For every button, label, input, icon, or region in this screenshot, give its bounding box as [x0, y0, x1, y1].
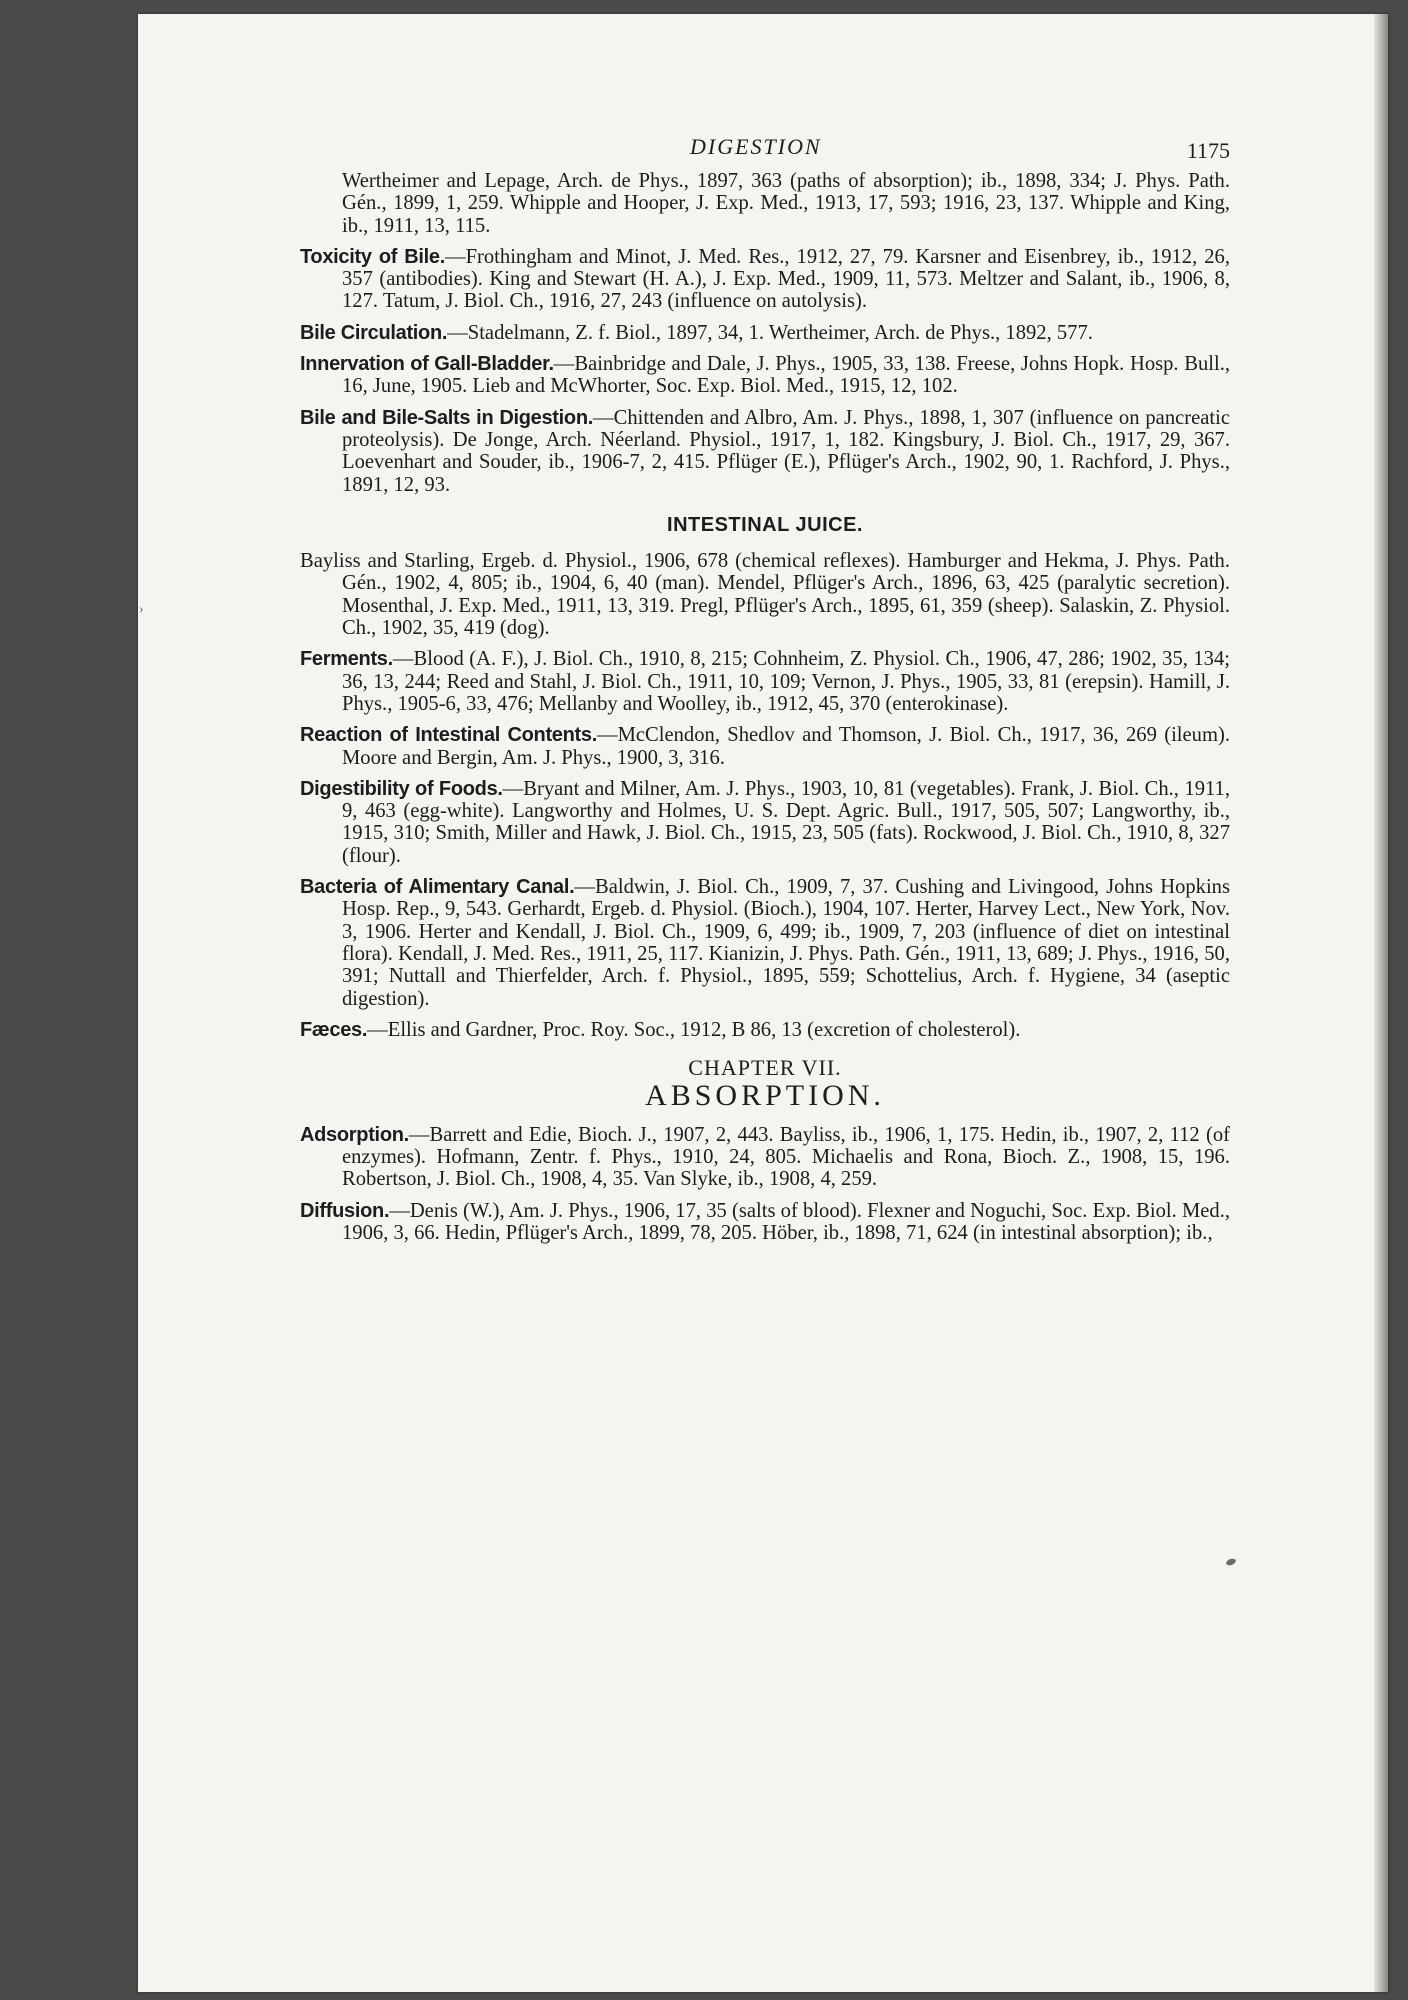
page-number: 1175 [1186, 138, 1230, 163]
entry-text: —Bainbridge and Dale, J. Phys., 1905, 33, 138. Freese, Johns Hopk. Hosp. Bull., 16, June, 1905. Lieb and McWhorter, Soc. Exp. Biol. Med., 1915, 12, 102. [342, 353, 1230, 398]
entry-heading: Bile Circulation. [300, 321, 448, 344]
entry-heading: Ferments. [300, 648, 393, 671]
entry-text: —Stadelmann, Z. f. Biol., 1897, 34, 1. Wertheimer, Arch. de Phys., 1892, 577. [447, 321, 1093, 344]
running-header [300, 136, 1230, 170]
margin-mark: › [139, 602, 144, 617]
entry-heading: Bacteria of Alimentary Canal. [300, 876, 575, 899]
entry-text: —Barrett and Edie, Bioch. J., 1907, 2, 443. Bayliss, ib., 1906, 1, 175. Hedin, ib., 1907, 2, 112 (of enzymes). Hofmann, Zentr. f. Phys., 1910, 24, 805. Michaelis and Rona, Bioch. Z., 1908, 15, 196. Robertson, J. Biol. Ch., 1908, 4, 35. Van Slyke, ib., 1908, 4, 259. [342, 1123, 1230, 1191]
reference-entry [300, 407, 1230, 496]
entry-heading: Toxicity of Bile. [300, 245, 445, 268]
entry-text: Bayliss and Starling, Ergeb. d. Physiol., 1906, 678 (chemical reflexes). Hamburger and Hekma, J. Phys. Path. Gén., 1902, 4, 805; ib., 1904, 6, 40 (man). Mendel, Pflüger's Arch., 1896, 63, 425 (paralytic secretion). Mosenthal, J. Exp. Med., 1911, 13, 319. Pregl, Pflüger's Arch., 1895, 61, 359 (sheep). Salaskin, Z. Physiol. Ch., 1902, 35, 419 (dog). [300, 550, 1230, 640]
entry-heading: Digestibility of Foods. [300, 777, 503, 800]
entry-text: —Denis (W.), Am. J. Phys., 1906, 17, 35 (salts of blood). Flexner and Noguchi, Soc. Exp. Biol. Med., 1906, 3, 66. Hedin, Pflüger's Arch., 1899, 78, 205. Höber, ib., 1898, 71, 624 (in intestinal absorption); ib., [342, 1199, 1230, 1244]
reference-entry [300, 322, 1230, 344]
entry-heading: Adsorption. [300, 1123, 409, 1146]
reference-entry [300, 778, 1230, 867]
reference-entry [300, 353, 1230, 398]
section-heading: INTESTINAL JUICE. [667, 513, 863, 536]
entry-text: Wertheimer and Lepage, Arch. de Phys., 1897, 363 (paths of absorption); ib., 1898, 334; J. Phys. Path. Gén., 1899, 1, 259. Whipple and Hooper, J. Exp. Med., 1913, 17, 593; 1916, 23, 137. Whipple and King, ib., 1911, 13, 115. [342, 170, 1230, 237]
reference-entry [300, 1019, 1230, 1041]
entry-heading: Bile and Bile-Salts in Digestion. [300, 406, 593, 429]
reference-entry [300, 246, 1230, 313]
entry-text: —Blood (A. F.), J. Biol. Ch., 1910, 8, 215; Cohnheim, Z. Physiol. Ch., 1906, 47, 286; 1902, 35, 134; 36, 13, 244; Reed and Stahl, J. Biol. Ch., 1911, 10, 109; Vernon, J. Phys., 1905, 33, 81 (erepsin). Hamill, J. Phys., 1905-6, 33, 476; Mellanby and Woolley, ib., 1912, 45, 370 (enterokinase). [342, 648, 1230, 715]
reference-entry [300, 724, 1230, 769]
entry-heading: Reaction of Intestinal Contents. [300, 724, 597, 747]
entry-text: —Bryant and Milner, Am. J. Phys., 1903, 10, 81 (vegetables). Frank, J. Biol. Ch., 1911, 9, 463 (egg-white). Langworthy and Holmes, U. S. Dept. Agric. Bull., 1917, 505, 507; Langworthy, ib., 1915, 310; Smith, Miller and Hawk, J. Biol. Ch., 1915, 23, 505 (fats). Rockwood, J. Biol. Ch., 1910, 8, 327 (flour). [342, 777, 1230, 867]
entry-heading: Fæces. [300, 1018, 368, 1041]
reference-entry [300, 170, 1230, 237]
entry-text: —Frothingham and Minot, J. Med. Res., 1912, 27, 79. Karsner and Eisenbrey, ib., 1912, 26, 357 (antibodies). King and Stewart (H. A.), J. Exp. Med., 1909, 11, 573. Meltzer and Salant, ib., 1906, 8, 127. Tatum, J. Biol. Ch., 1916, 27, 243 (influence on autolysis). [342, 245, 1230, 313]
chapter-number: CHAPTER VII. [688, 1055, 842, 1081]
reference-entry [300, 1124, 1230, 1191]
entry-text: —McClendon, Shedlov and Thomson, J. Biol. Ch., 1917, 36, 269 (ileum). Moore and Bergin, Am. J. Phys., 1900, 3, 316. [342, 724, 1230, 769]
entry-heading: Diffusion. [300, 1199, 390, 1222]
chapter-title: ABSORPTION. [645, 1079, 885, 1113]
page-edge [1374, 14, 1388, 1992]
reference-entry [300, 1200, 1230, 1245]
entry-heading: Innervation of Gall-Bladder. [300, 353, 554, 376]
reference-entry [300, 648, 1230, 715]
entry-text: —Chittenden and Albro, Am. J. Phys., 1898, 1, 307 (influence on pancreatic proteolysis). De Jonge, Arch. Néerland. Physiol., 1917, 1, 182. Kingsbury, J. Biol. Ch., 1917, 29, 367. Loevenhart and Souder, ib., 1906-7, 2, 415. Pflüger (E.), Pflüger's Arch., 1902, 90, 1. Rachford, J. Phys., 1891, 12, 93. [342, 406, 1230, 496]
entry-text: —Ellis and Gardner, Proc. Roy. Soc., 1912, B 86, 13 (excretion of cholesterol). [367, 1018, 1021, 1041]
reference-entry [300, 550, 1230, 639]
running-title: DIGESTION [690, 134, 822, 159]
page-content [300, 136, 1230, 1253]
entry-text: —Baldwin, J. Biol. Ch., 1909, 7, 37. Cushing and Livingood, Johns Hopkins Hosp. Rep., 9, 543. Gerhardt, Ergeb. d. Physiol. (Bioch.), 1904, 107. Herter, Harvey Lect., New York, Nov. 3, 1906. Herter and Kendall, J. Biol. Ch., 1909, 6, 499; ib., 1909, 7, 203 (influence of diet on intestinal flora). Kendall, J. Med. Res., 1911, 25, 117. Kianizin, J. Phys. Path. Gén., 1911, 13, 689; J. Phys., 1916, 50, 391; Nuttall and Thierfelder, Arch. f. Physiol., 1895, 559; Schottelius, Arch. f. Hygiene, 34 (aseptic digestion). [342, 876, 1230, 1010]
reference-entry [300, 876, 1230, 1010]
